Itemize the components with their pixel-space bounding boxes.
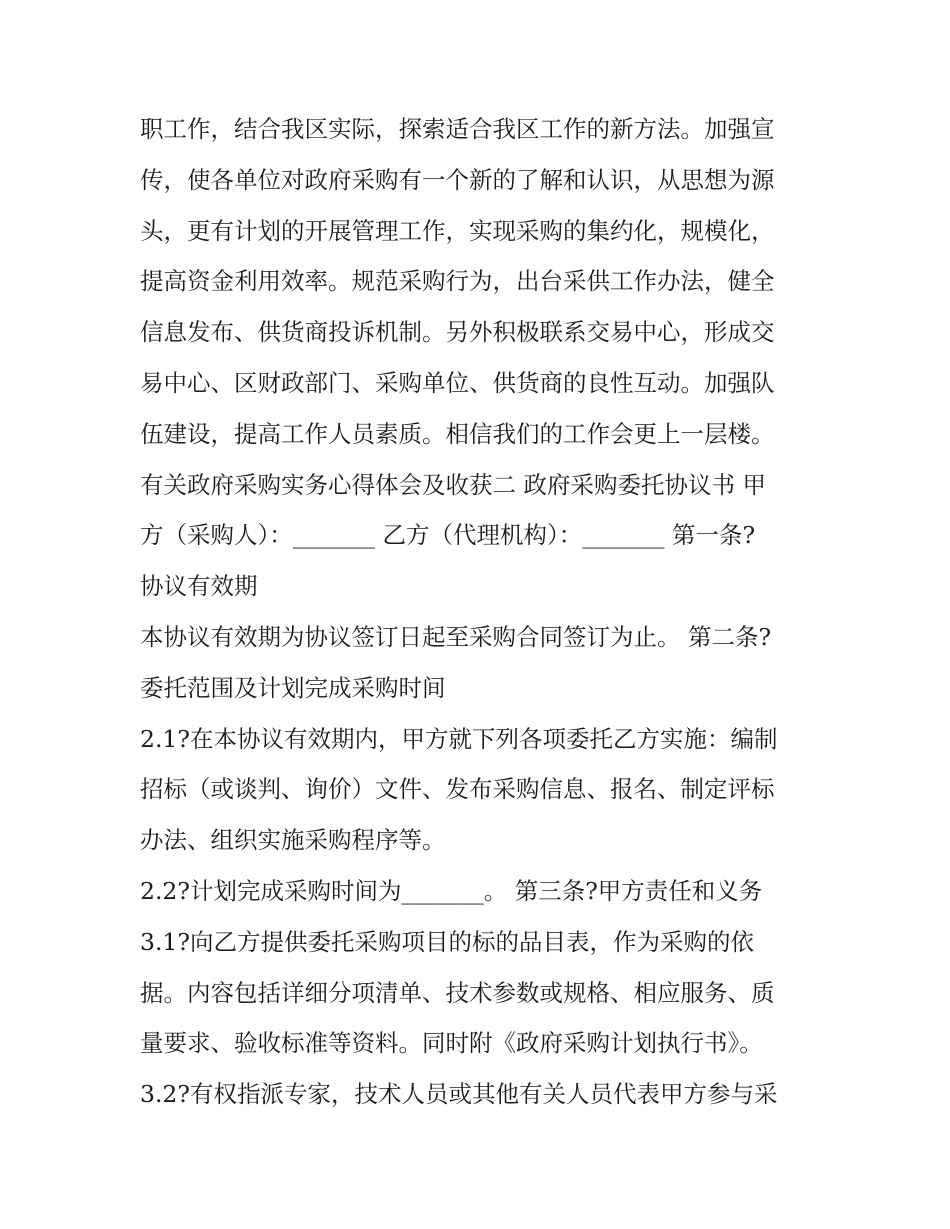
text-line: 3.2?有权指派专家，技术人员或其他有关人员代表甲方参与采	[140, 1080, 778, 1109]
text-line: 量要求、验收标准等资料。同时附《政府采购计划执行书》。	[140, 1029, 763, 1058]
text-line: 据。内容包括详细分项清单、技术参数或规格、相应服务、质	[140, 978, 775, 1007]
text-line: 有关政府采购实务心得体会及收获二 政府采购委托协议书 甲	[140, 470, 766, 499]
text-line: 协议有效期	[140, 572, 258, 601]
text-line: 3.1?向乙方提供委托采购项目的标的品目表，作为采购的依	[140, 927, 754, 956]
text-line: 传，使各单位对政府采购有一个新的了解和认识，从思想为源	[140, 165, 775, 194]
text-line: 信息发布、供货商投诉机制。另外积极联系交易中心，形成交	[140, 318, 775, 347]
text-line: 委托范围及计划完成采购时间	[140, 673, 446, 702]
text-line: 职工作，结合我区实际，探索适合我区工作的新方法。加强宣	[140, 115, 775, 143]
text-line: 办法、组织实施采购程序等。	[140, 826, 446, 855]
document-body	[140, 104, 830, 1120]
text-line: 提高资金利用效率。规范采购行为，出台采供工作办法，健全	[140, 267, 775, 296]
text-line: 2.2?计划完成采购时间为_______。 第三条?甲方责任和义务	[140, 876, 763, 905]
text-line: 伍建设，提高工作人员素质。相信我们的工作会更上一层楼。	[140, 419, 775, 448]
text-line: 方（采购人）：_______ 乙方（代理机构）：_______ 第一条?	[140, 521, 756, 550]
text-line: 招标（或谈判、询价）文件、发布采购信息、报名、制定评标	[140, 775, 775, 804]
text-line: 2.1?在本协议有效期内，甲方就下列各项委托乙方实施：编制	[140, 724, 778, 753]
text-line: 易中心、区财政部门、采购单位、供货商的良性互动。加强队	[140, 368, 775, 397]
text-line: 头，更有计划的开展管理工作，实现采购的集约化，规模化，	[140, 216, 775, 245]
text-line: 本协议有效期为协议签订日起至采购合同签订为止。 第二条?	[140, 622, 772, 651]
